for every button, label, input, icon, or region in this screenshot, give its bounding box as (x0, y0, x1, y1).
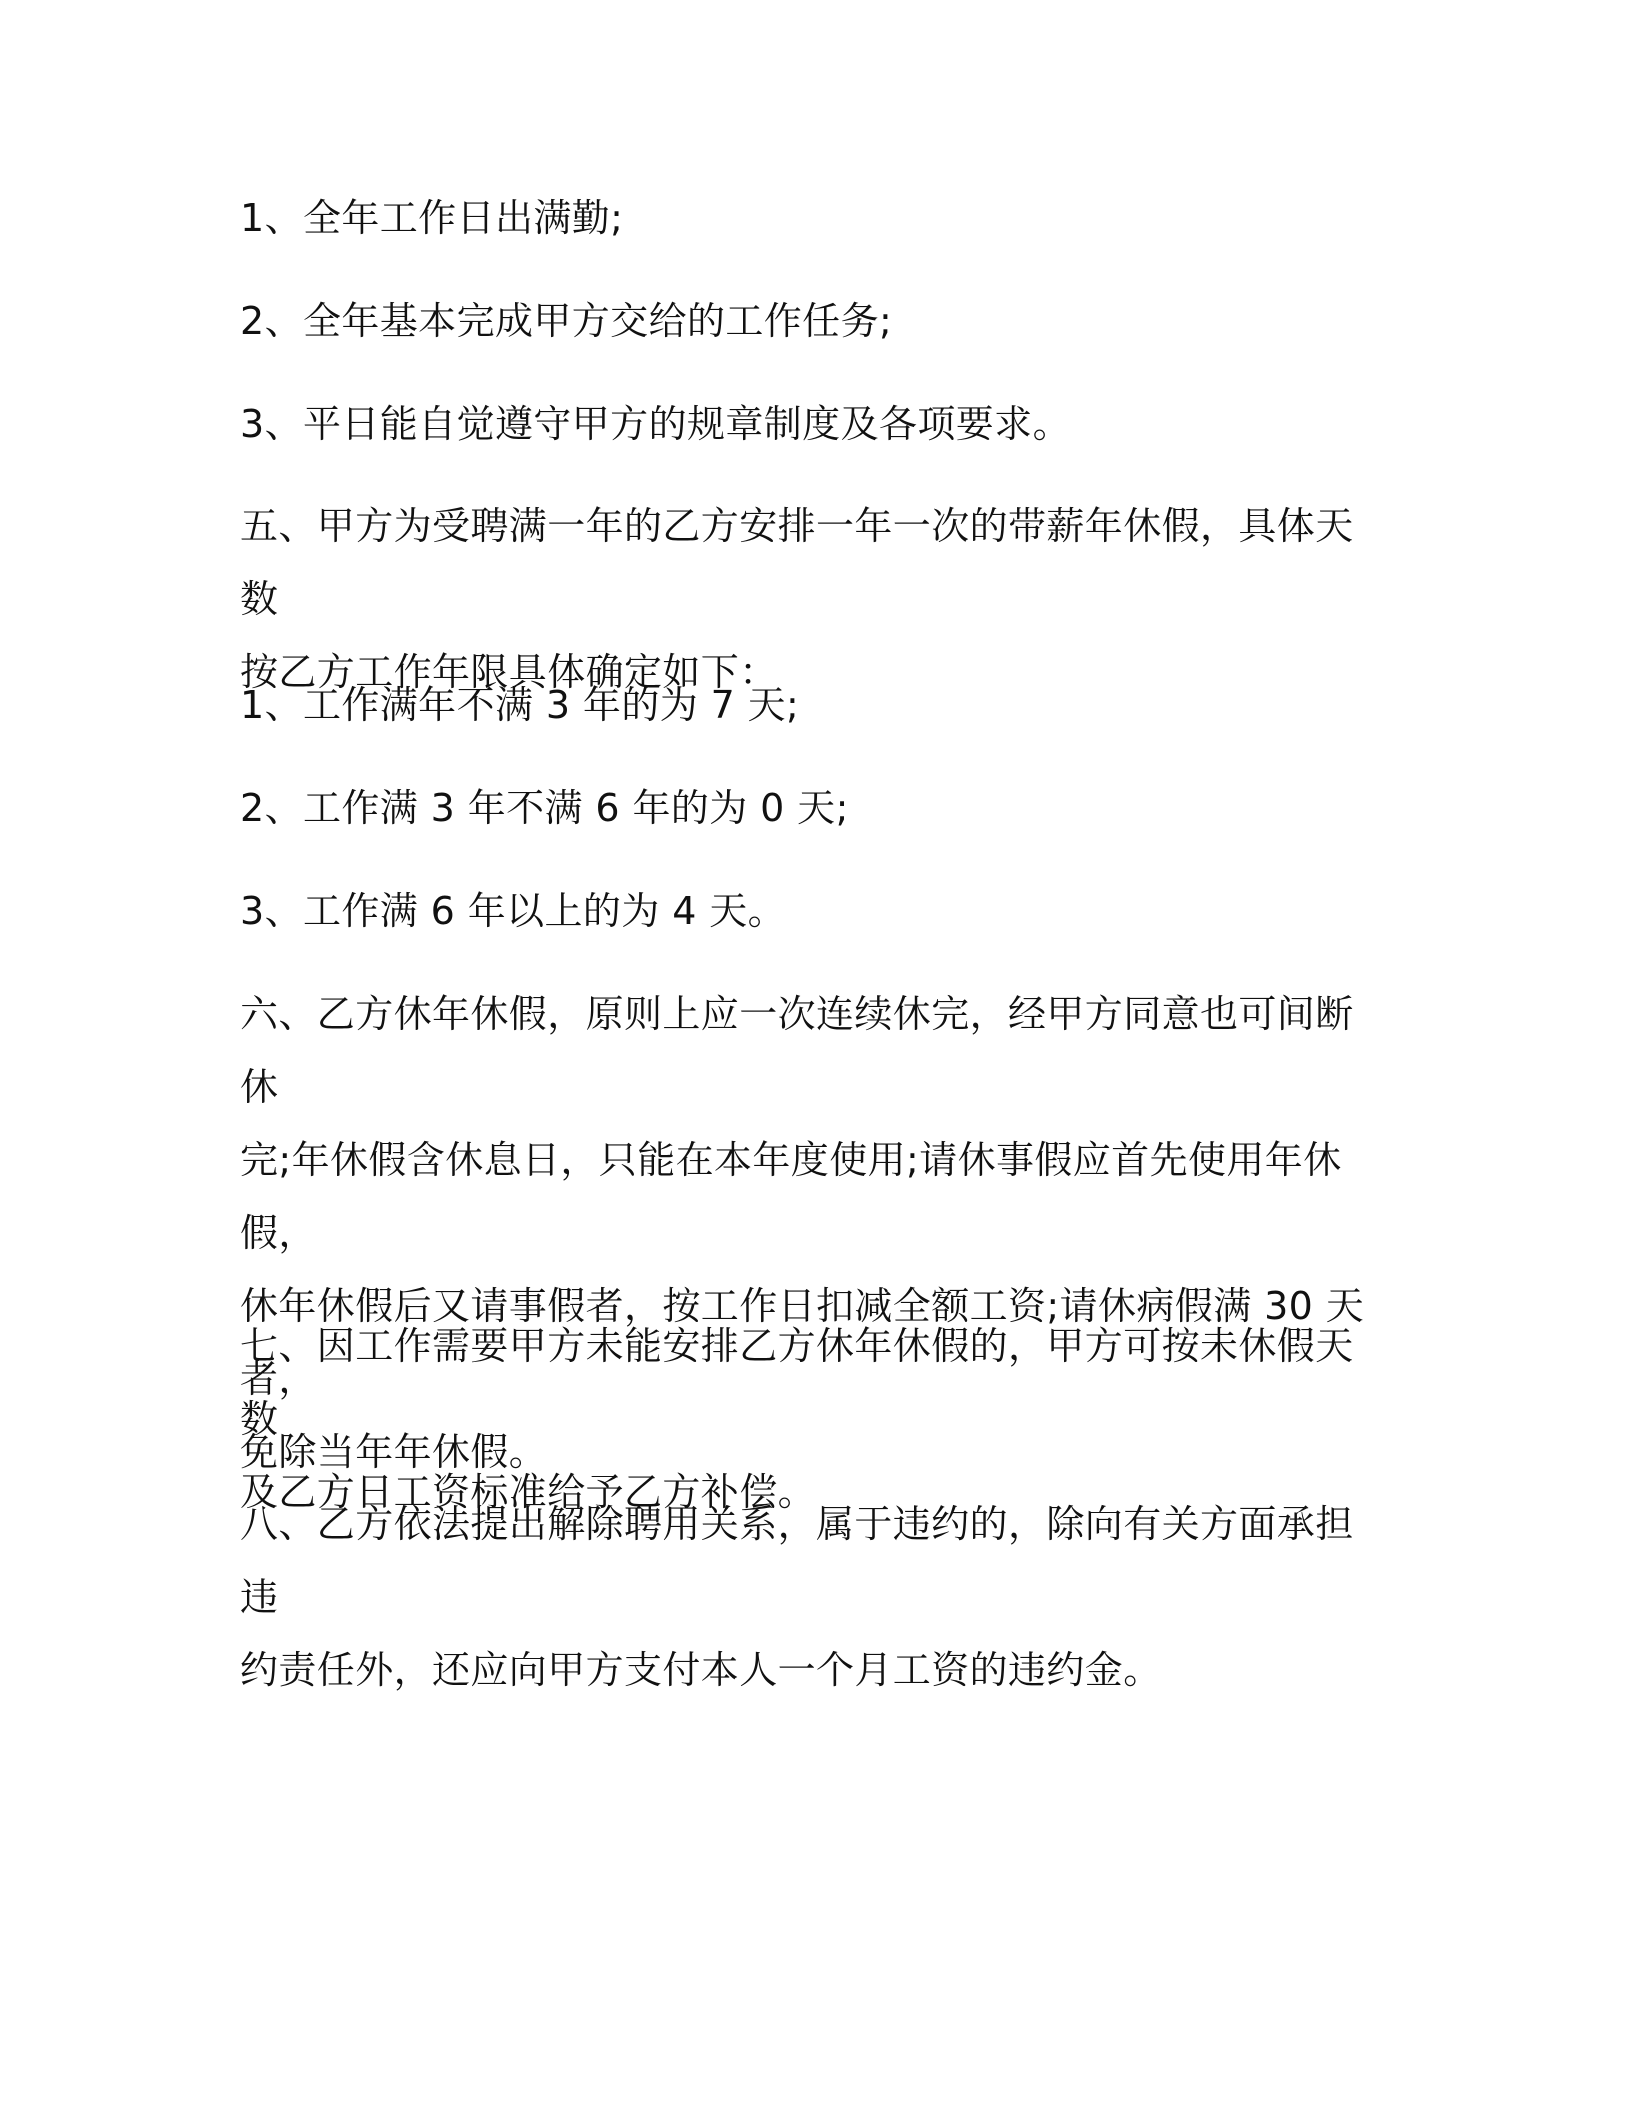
paragraph-3: 3、平日能自觉遵守甲方的规章制度及各项要求。 (240, 402, 1071, 446)
paragraph-6: 3、工作满 6 年以上的为 4 天。 (240, 889, 787, 933)
paragraph-1: 1、全年工作日出满勤; (240, 196, 624, 240)
paragraph-section-5: 五、甲方为受聘满一年的乙方安排一年一次的带薪年休假，具体天数 按乙方工作年限具体确定如下： (240, 504, 1354, 694)
paragraph-2: 2、全年基本完成甲方交给的工作任务; (240, 299, 893, 343)
paragraph-5: 2、工作满 3 年不满 6 年的为 0 天; (240, 786, 849, 830)
paragraph-section-6: 六、乙方休年休假，原则上应一次连续休完，经甲方同意也可间断休 完;年休假含休息日，只能在本年度使用;请休事假应首先使用年休假， 休年休假后又请事假者，按工作日扣减全额工资;请休病假满 30 天者， 免除当年年休假。 (240, 992, 1365, 1474)
paragraph-section-8: 八、乙方依法提出解除聘用关系，属于违约的，除向有关方面承担违 约责任外，还应向甲方支付本人一个月工资的违约金。 (240, 1502, 1354, 1692)
paragraph-section-7: 七、因工作需要甲方未能安排乙方休年休假的，甲方可按未休假天数 及乙方日工资标准给予乙方补偿。 (240, 1324, 1354, 1514)
paragraph-4: 1、工作满年不满 3 年的为 7 天; (240, 683, 800, 727)
document-page (240, 0, 1390, 2112)
